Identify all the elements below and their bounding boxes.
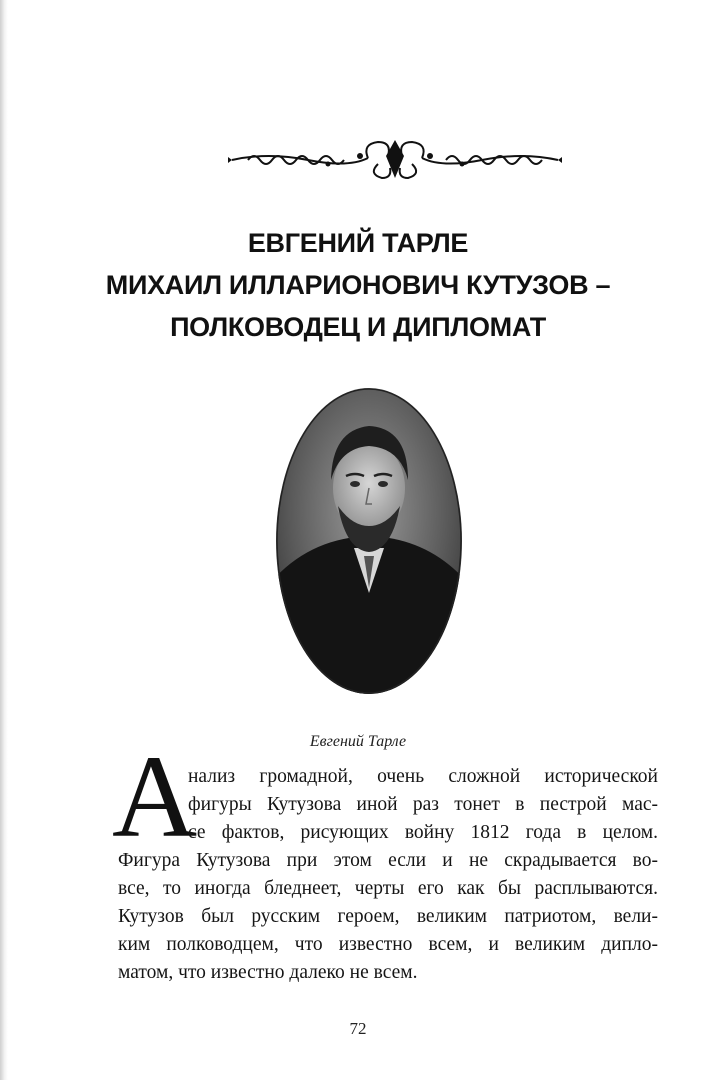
drop-cap: А (112, 731, 198, 862)
body-line-8: матом, что известно далеко не всем. (118, 962, 418, 983)
body-line-7: ким полководцем, что известно всем, и великим дипло- (118, 934, 658, 955)
ornament-divider (228, 134, 562, 184)
body-line-2: фигуры Кутузова иной раз тонет в пестрой мас- (188, 794, 658, 815)
portrait-caption: Евгений Тарле (309, 733, 407, 750)
body-line-1: нализ громадной, очень сложной исторической (188, 766, 658, 787)
body-line-4: Фигура Кутузова при этом если и не скрадывается во- (118, 850, 658, 871)
chapter-title (60, 222, 656, 348)
body-line-5: все, то иногда бледнеет, черты его как бы расплываются. (118, 878, 658, 899)
portrait-photo (276, 388, 462, 694)
title-line-author: ЕВГЕНИЙ ТАРЛЕ (247, 228, 469, 258)
page-edge-shadow (0, 0, 8, 1080)
body-line-3: се фактов, рисующих войну 1812 года в целом. (188, 822, 658, 843)
title-line-subject: МИХАИЛ ИЛЛАРИОНОВИЧ КУТУЗОВ – (105, 270, 611, 300)
title-line-subtitle: ПОЛКОВОДЕЦ И ДИПЛОМАТ (170, 312, 546, 342)
body-line-6: Кутузов был русским героем, великим патриотом, вели- (118, 906, 658, 927)
page-number: 72 (349, 1019, 367, 1038)
